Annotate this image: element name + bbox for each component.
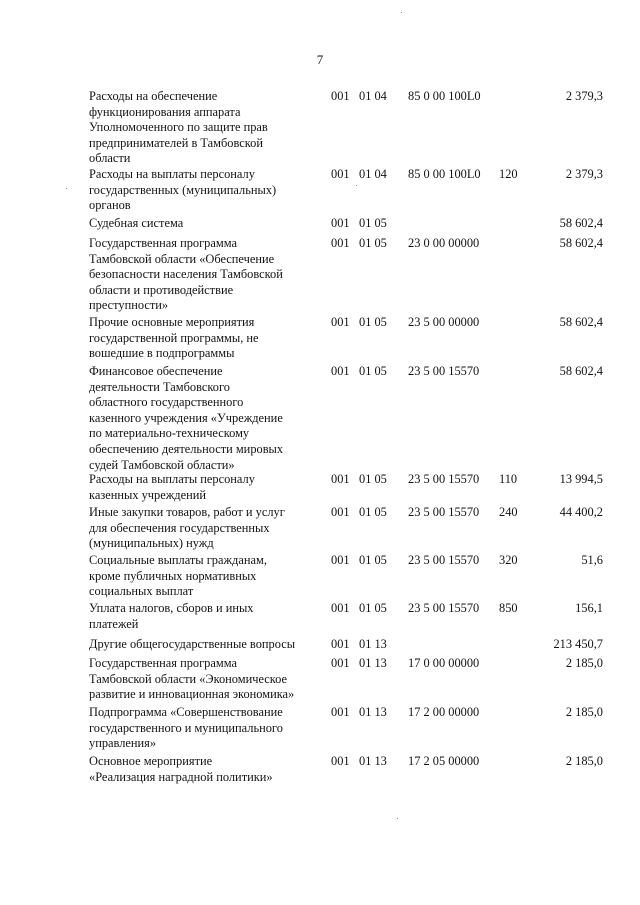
target-article-code: 23 5 00 15570 xyxy=(408,472,480,486)
target-article-code: 23 5 00 00000 xyxy=(408,315,480,329)
expense-type-code: 120 xyxy=(499,167,518,181)
scan-speck xyxy=(397,818,398,819)
row-description: Уплата налогов, сборов и иных платежей xyxy=(89,601,254,631)
section-code: 01 05 xyxy=(359,315,387,329)
section-code: 01 05 xyxy=(359,601,387,615)
ministry-code: 001 xyxy=(331,754,350,768)
ministry-code: 001 xyxy=(331,656,350,670)
row-description: Государственная программа Тамбовской области «Обеспечение безопасности населения Тамбовской области и противодействие преступности» xyxy=(89,236,283,313)
ministry-code: 001 xyxy=(331,705,350,719)
ministry-code: 001 xyxy=(331,637,350,651)
ministry-code: 001 xyxy=(331,236,350,250)
section-code: 01 05 xyxy=(359,364,387,378)
expense-type-code: 240 xyxy=(499,505,518,519)
amount: 2 185,0 xyxy=(565,754,603,768)
ministry-code: 001 xyxy=(331,167,350,181)
amount: 58 602,4 xyxy=(559,216,603,230)
target-article-code: 23 5 00 15570 xyxy=(408,505,480,519)
row-description: Расходы на выплаты персоналу казенных учреждений xyxy=(89,472,255,502)
target-article-code: 85 0 00 100L0 xyxy=(408,89,481,103)
row-description: Судебная система xyxy=(89,216,184,230)
ministry-code: 001 xyxy=(331,364,350,378)
row-description: Другие общегосударственные вопросы xyxy=(89,637,296,651)
page-number: 7 xyxy=(316,52,324,67)
ministry-code: 001 xyxy=(331,505,350,519)
row-description: Прочие основные мероприятия государственной программы, не вошедшие в подпрограммы xyxy=(89,315,259,361)
section-code: 01 05 xyxy=(359,236,387,250)
ministry-code: 001 xyxy=(331,601,350,615)
scan-speck xyxy=(356,185,357,186)
ministry-code: 001 xyxy=(331,472,350,486)
section-code: 01 05 xyxy=(359,505,387,519)
section-code: 01 13 xyxy=(359,656,387,670)
ministry-code: 001 xyxy=(331,553,350,567)
row-description: Основное мероприятие «Реализация наградной политики» xyxy=(89,754,273,784)
target-article-code: 17 0 00 00000 xyxy=(408,656,480,670)
amount: 58 602,4 xyxy=(559,236,603,250)
amount: 58 602,4 xyxy=(559,315,603,329)
row-description: Расходы на выплаты персоналу государственных (муниципальных) органов xyxy=(89,167,277,213)
section-code: 01 13 xyxy=(359,637,387,651)
row-description: Расходы на обеспечение функционирования аппарата Уполномоченного по защите прав предпринимателей в Тамбовской области xyxy=(89,89,268,166)
scan-speck xyxy=(66,188,67,189)
amount: 2 185,0 xyxy=(565,705,603,719)
section-code: 01 04 xyxy=(359,167,387,181)
amount: 2 379,3 xyxy=(565,167,603,181)
target-article-code: 23 5 00 15570 xyxy=(408,553,480,567)
target-article-code: 85 0 00 100L0 xyxy=(408,167,481,181)
row-description: Финансовое обеспечение деятельности Тамбовского областного государственного казенного учреждения «Учреждение по материально-техническому обеспечению деятельности мировых судей Тамбовской области» xyxy=(89,364,284,472)
section-code: 01 13 xyxy=(359,705,387,719)
ministry-code: 001 xyxy=(331,89,350,103)
amount: 44 400,2 xyxy=(559,505,603,519)
amount: 213 450,7 xyxy=(553,637,603,651)
target-article-code: 23 0 00 00000 xyxy=(408,236,480,250)
amount: 13 994,5 xyxy=(559,472,603,486)
section-code: 01 05 xyxy=(359,216,387,230)
section-code: 01 05 xyxy=(359,553,387,567)
amount: 58 602,4 xyxy=(559,364,603,378)
scan-speck xyxy=(401,12,402,13)
expense-type-code: 850 xyxy=(499,601,518,615)
amount: 2 185,0 xyxy=(565,656,603,670)
ministry-code: 001 xyxy=(331,216,350,230)
target-article-code: 17 2 05 00000 xyxy=(408,754,480,768)
section-code: 01 04 xyxy=(359,89,387,103)
expense-type-code: 320 xyxy=(499,553,518,567)
target-article-code: 17 2 00 00000 xyxy=(408,705,480,719)
row-description: Подпрограмма «Совершенствование государственного и муниципального управления» xyxy=(89,705,283,751)
section-code: 01 13 xyxy=(359,754,387,768)
expense-type-code: 110 xyxy=(499,472,518,486)
amount: 156,1 xyxy=(575,601,603,615)
amount: 2 379,3 xyxy=(565,89,603,103)
row-description: Иные закупки товаров, работ и услуг для обеспечения государственных (муниципальных) нужд xyxy=(89,505,285,551)
row-description: Социальные выплаты гражданам, кроме публичных нормативных социальных выплат xyxy=(89,553,267,599)
target-article-code: 23 5 00 15570 xyxy=(408,364,480,378)
row-description: Государственная программа Тамбовской области «Экономическое развитие и инновационная экономика» xyxy=(89,656,295,702)
section-code: 01 05 xyxy=(359,472,387,486)
target-article-code: 23 5 00 15570 xyxy=(408,601,480,615)
ministry-code: 001 xyxy=(331,315,350,329)
amount: 51,6 xyxy=(581,553,603,567)
